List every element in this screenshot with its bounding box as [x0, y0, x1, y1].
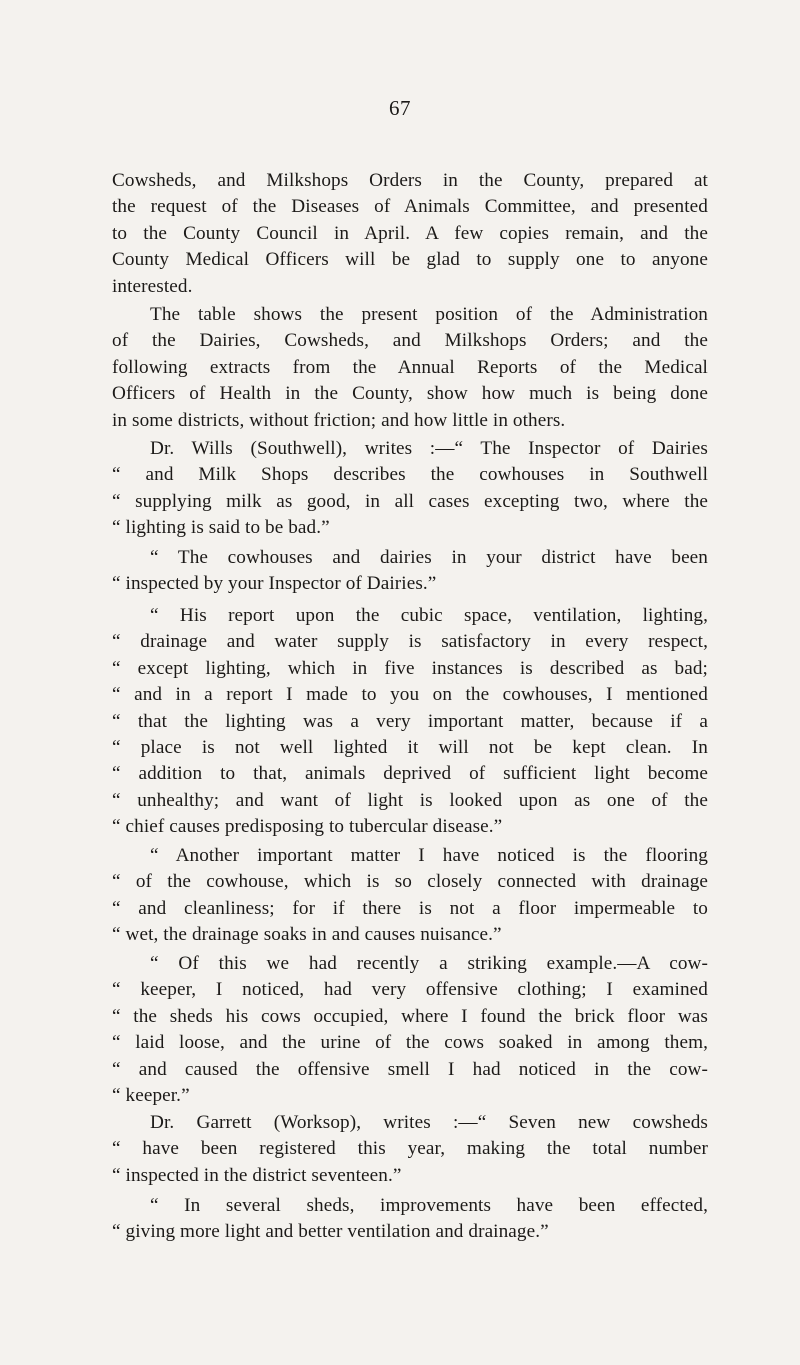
text-line: Dr. Garrett (Worksop), writes :—“ Seven new cowsheds: [150, 1112, 708, 1133]
text-line: “ Another important matter I have noticed is the flooring: [150, 845, 708, 866]
text-line: “ and caused the offensive smell I had noticed in the cow-: [112, 1058, 708, 1080]
text-line: Dr. Wills (Southwell), writes :—“ The Inspector of Dairies: [150, 438, 708, 459]
text-line: “ Of this we had recently a striking example.—A cow-: [150, 953, 708, 974]
text-line: “ addition to that, animals deprived of sufficient light become: [112, 763, 708, 785]
page-number: 67: [389, 96, 411, 120]
paragraph-cowhouses-inspected: [112, 545, 708, 598]
text-line: “ and in a report I made to you on the cowhouses, I mentioned: [112, 684, 708, 706]
text-line: County Medical Officers will be glad to supply one to anyone: [112, 249, 708, 271]
text-line: “ lighting is said to be bad.”: [112, 517, 330, 539]
text-line: “ of the cowhouse, which is so closely connected with drainage: [112, 871, 708, 893]
text-line: “ supplying milk as good, in all cases excepting two, where the: [112, 490, 708, 512]
text-line: “ inspected in the district seventeen.”: [112, 1164, 402, 1186]
text-line: Cowsheds, and Milkshops Orders in the County, prepared at: [112, 170, 708, 191]
text-line: “ have been registered this year, making the total number: [112, 1138, 708, 1160]
paragraph-improvements: [112, 1193, 708, 1246]
text-line: “ the sheds his cows occupied, where I found the brick floor was: [112, 1005, 708, 1027]
paragraph-striking-example: [112, 951, 708, 1109]
text-line: in some districts, without friction; and how little in others.: [112, 409, 566, 431]
text-line: “ chief causes predisposing to tubercular disease.”: [112, 816, 503, 838]
text-line: interested.: [112, 275, 193, 297]
text-line: “ In several sheds, improvements have been effected,: [150, 1195, 708, 1216]
text-line: “ The cowhouses and dairies in your district have been: [150, 547, 708, 568]
text-line: Officers of Health in the County, show how much is being done: [112, 383, 708, 405]
paragraph-dr-garrett: [112, 1110, 708, 1189]
text-line: “ keeper, I noticed, had very offensive clothing; I examined: [112, 979, 708, 1001]
text-line: to the County Council in April. A few copies remain, and the: [112, 222, 708, 244]
text-line: the request of the Diseases of Animals Committee, and presented: [112, 196, 708, 218]
text-line: “ that the lighting was a very important matter, because if a: [112, 710, 708, 732]
text-line: “ giving more light and better ventilation and drainage.”: [112, 1221, 549, 1243]
text-line: The table shows the present position of the Administration: [150, 304, 708, 325]
text-line: “ wet, the drainage soaks in and causes nuisance.”: [112, 924, 502, 946]
text-line: “ drainage and water supply is satisfactory in every respect,: [112, 631, 708, 653]
text-line: “ laid loose, and the urine of the cows soaked in among them,: [112, 1032, 708, 1054]
paragraph-report-lighting: [112, 603, 708, 841]
text-line: of the Dairies, Cowsheds, and Milkshops Orders; and the: [112, 330, 708, 352]
text-line: “ unhealthy; and want of light is looked upon as one of the: [112, 789, 708, 811]
text-line: following extracts from the Annual Reports of the Medical: [112, 356, 708, 378]
text-line: “ inspected by your Inspector of Dairies.”: [112, 573, 437, 595]
text-line: “ except lighting, which in five instances is described as bad;: [112, 657, 708, 679]
text-line: “ and cleanliness; for if there is not a floor impermeable to: [112, 897, 708, 919]
text-line: “ His report upon the cubic space, ventilation, lighting,: [150, 605, 708, 626]
paragraph-table-position: [112, 302, 708, 434]
text-line: “ place is not well lighted it will not be kept clean. In: [112, 736, 708, 758]
text-line: “ keeper.”: [112, 1084, 190, 1106]
text-line: “ and Milk Shops describes the cowhouses in Southwell: [112, 464, 708, 486]
paragraph-dr-wills: [112, 436, 708, 542]
paragraph-committee-orders: [112, 168, 708, 300]
paragraph-flooring: [112, 843, 708, 949]
